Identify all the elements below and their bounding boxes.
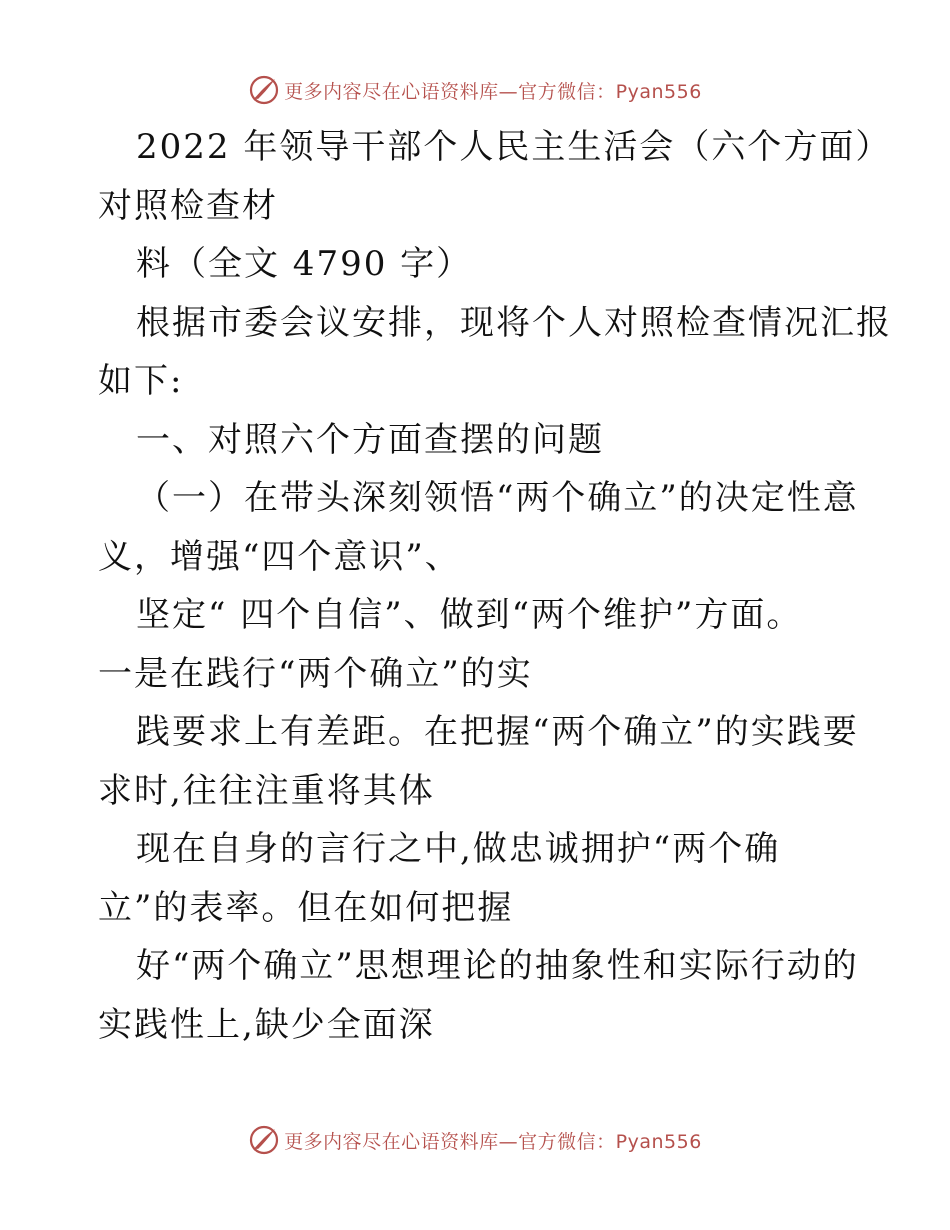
text-line: 坚定“ 四个自信”、做到“两个维护”方面。 <box>136 595 803 635</box>
text-line: 立”的表率。但在如何把握 <box>98 887 514 928</box>
text-line: （一）在带头深刻领悟“两个确立”的决定性意 <box>136 478 859 518</box>
text-line: 如下: <box>98 361 184 401</box>
banner-text: 更多内容尽在心语资料库—官方微信：Pyan556 <box>284 1130 702 1153</box>
text-line: 践要求上有差距。在把握“两个确立”的实践要 <box>136 712 859 752</box>
quill-pen-logo-icon <box>248 74 280 106</box>
text-line: 义，增强“四个意识”、 <box>98 536 461 577</box>
text-line: 2022 年领导干部个人民主生活会（六个方面） <box>136 127 892 167</box>
text-line: 好“两个确立”思想理论的抽象性和实际行动的 <box>136 946 859 986</box>
text-line: 一、对照六个方面查摆的问题 <box>136 419 604 460</box>
text-line: 对照检查材 <box>98 185 278 226</box>
header-banner <box>0 70 950 110</box>
footer-banner <box>0 1120 950 1160</box>
text-line: 根据市委会议安排，现将个人对照检查情况汇报 <box>136 302 892 343</box>
document-body <box>98 118 892 1054</box>
quill-pen-logo-icon <box>248 1124 280 1156</box>
banner-text: 更多内容尽在心语资料库—官方微信：Pyan556 <box>284 80 702 103</box>
text-line: 求时,往往注重将其体 <box>98 770 435 811</box>
text-line: 料（全文 4790 字） <box>136 244 473 284</box>
text-line: 现在自身的言行之中,做忠诚拥护“两个确 <box>136 829 781 869</box>
text-line: 一是在践行“两个确立”的实 <box>98 653 533 694</box>
text-line: 实践性上,缺少全面深 <box>98 1004 435 1045</box>
